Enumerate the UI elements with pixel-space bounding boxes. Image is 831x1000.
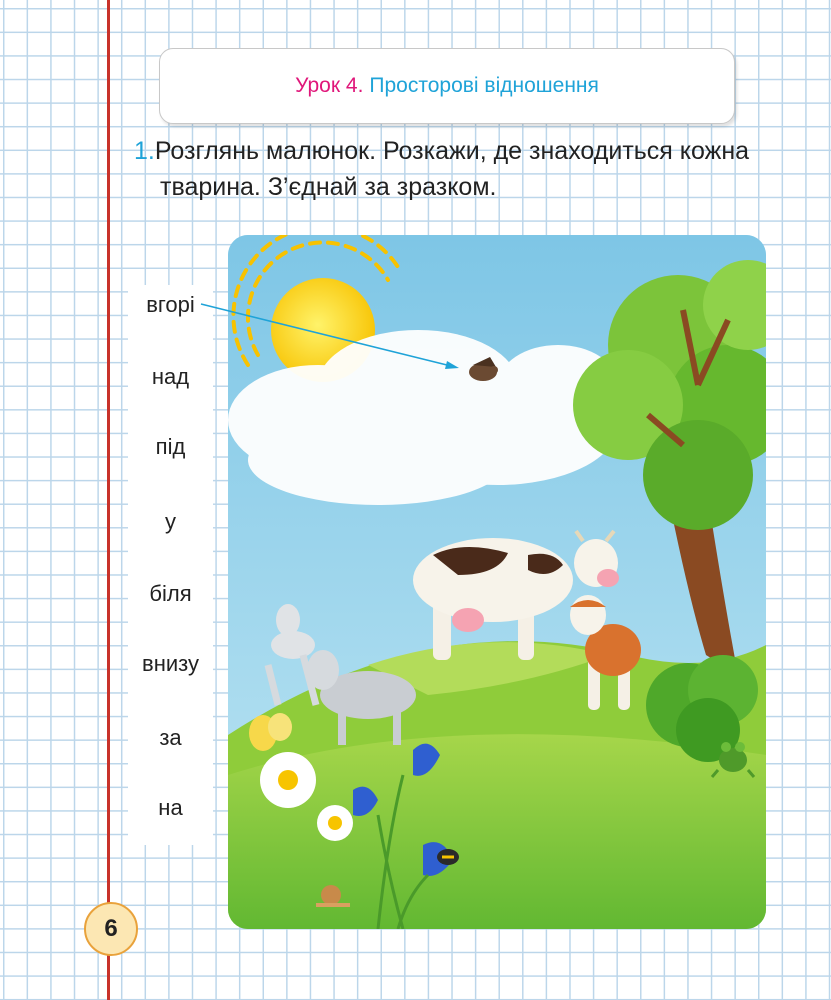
task-text-2: тварина. З’єднай за зразком.: [160, 173, 497, 201]
lesson-header: [159, 48, 735, 124]
lesson-title: Просторові відношення: [369, 74, 599, 97]
meadow-illustration: [228, 235, 766, 929]
word-za[interactable]: за: [159, 725, 182, 750]
word-vnyzu[interactable]: внизу: [142, 651, 199, 676]
task-line-1: [134, 133, 784, 169]
page-number: 6: [84, 902, 138, 956]
page-margin-line: [107, 0, 110, 1000]
word-na[interactable]: на: [158, 795, 183, 820]
task-instruction: [134, 133, 784, 205]
task-number: 1.: [134, 137, 155, 165]
word-u[interactable]: у: [165, 509, 176, 534]
word-nad[interactable]: над: [151, 364, 190, 389]
word-pid[interactable]: під: [155, 434, 186, 459]
task-text-1: Розглянь малюнок. Розкажи, де знаходиться кожна: [154, 137, 750, 165]
lesson-number: Урок 4.: [295, 74, 364, 97]
word-vhori[interactable]: вгорі: [146, 292, 195, 317]
word-bilia[interactable]: біля: [149, 581, 192, 606]
word-column: [128, 285, 213, 845]
bumblebee-icon: [437, 849, 459, 865]
